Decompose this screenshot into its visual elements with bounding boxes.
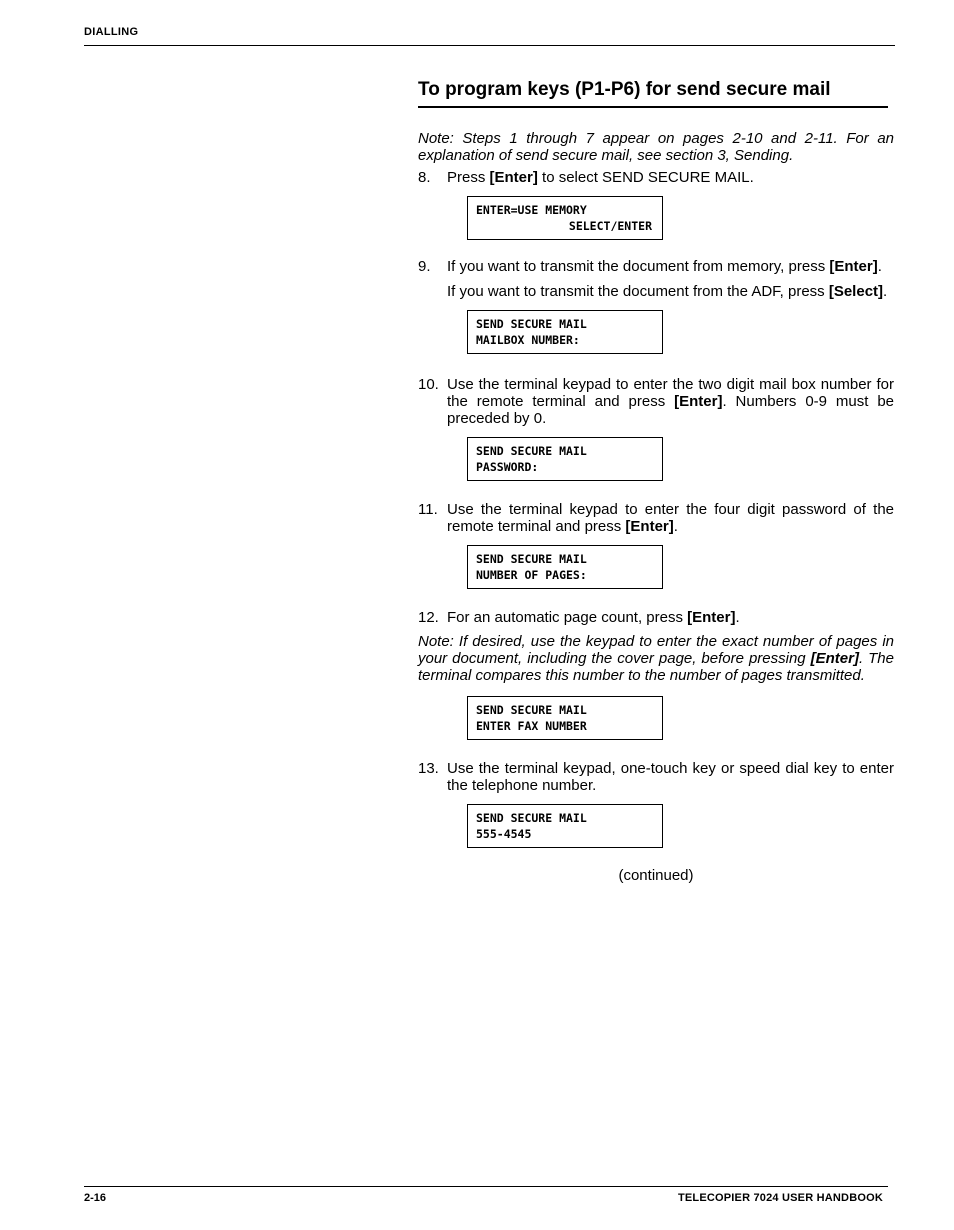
handbook-title: TELECOPIER 7024 USER HANDBOOK bbox=[677, 1192, 883, 1204]
step-number: 8. bbox=[418, 169, 431, 186]
main-content bbox=[418, 78, 894, 884]
step-13: 13. Use the terminal keypad, one-touch key or speed dial key to enter the telephone number. bbox=[418, 760, 894, 794]
step-number: 12. bbox=[418, 609, 439, 626]
key-label: [Enter] bbox=[674, 393, 723, 410]
lcd-display: SEND SECURE MAIL PASSWORD: bbox=[467, 437, 663, 481]
intro-note bbox=[418, 130, 894, 164]
step-8: 8. Press [Enter] to select SEND SECURE MAIL. bbox=[418, 169, 754, 186]
step-9: 9. If you want to transmit the document from memory, press [Enter]. If you want to transmit the document from the ADF, press [Select]. bbox=[418, 258, 888, 300]
note-text: Steps 1 through 7 appear on pages 2-10 and 2-11. For an explanation of send secure mail, see section 3, Sending. bbox=[418, 130, 895, 164]
note-label: Note: bbox=[418, 130, 454, 147]
step-10: 10. Use the terminal keypad to enter the two digit mail box number for the remote terminal and press [Enter]. Numbers 0-9 must be preceded by 0. bbox=[418, 376, 894, 427]
lcd-display: SEND SECURE MAIL ENTER FAX NUMBER bbox=[467, 696, 663, 740]
key-label: [Enter] bbox=[810, 650, 859, 667]
section-title: To program keys (P1-P6) for send secure mail bbox=[418, 78, 888, 108]
lcd-display: SEND SECURE MAIL MAILBOX NUMBER: bbox=[467, 310, 663, 354]
step-12: 12. For an automatic page count, press [Enter]. bbox=[418, 609, 740, 626]
key-label: [Select] bbox=[828, 283, 884, 300]
step-number: 10. bbox=[418, 376, 439, 393]
key-label: [Enter] bbox=[829, 258, 878, 275]
continued-label: (continued) bbox=[618, 867, 694, 884]
key-label: [Enter] bbox=[625, 518, 674, 535]
header-rule bbox=[84, 45, 895, 46]
running-header: DIALLING bbox=[84, 26, 139, 38]
page-number: 2-16 bbox=[84, 1192, 107, 1204]
lcd-display: SEND SECURE MAIL 555-4545 bbox=[467, 804, 663, 848]
step-11: 11. Use the terminal keypad to enter the four digit password of the remote terminal and press [Enter]. bbox=[418, 501, 894, 535]
step-number: 11. bbox=[418, 501, 438, 518]
page-count-note: Note: If desired, use the keypad to enter the exact number of pages in your document, including the cover page, before pressing [Enter]. The terminal compares this number to the number of pages transmitted. bbox=[418, 633, 894, 684]
step-number: 9. bbox=[418, 258, 431, 275]
step-number: 13. bbox=[418, 760, 439, 777]
lcd-display: ENTER=USE MEMORY SELECT/ENTER bbox=[467, 196, 663, 240]
footer-rule bbox=[84, 1186, 888, 1187]
key-label: [Enter] bbox=[489, 169, 538, 186]
key-label: [Enter] bbox=[687, 609, 736, 626]
note-label: Note: bbox=[418, 633, 454, 650]
lcd-display: SEND SECURE MAIL NUMBER OF PAGES: bbox=[467, 545, 663, 589]
